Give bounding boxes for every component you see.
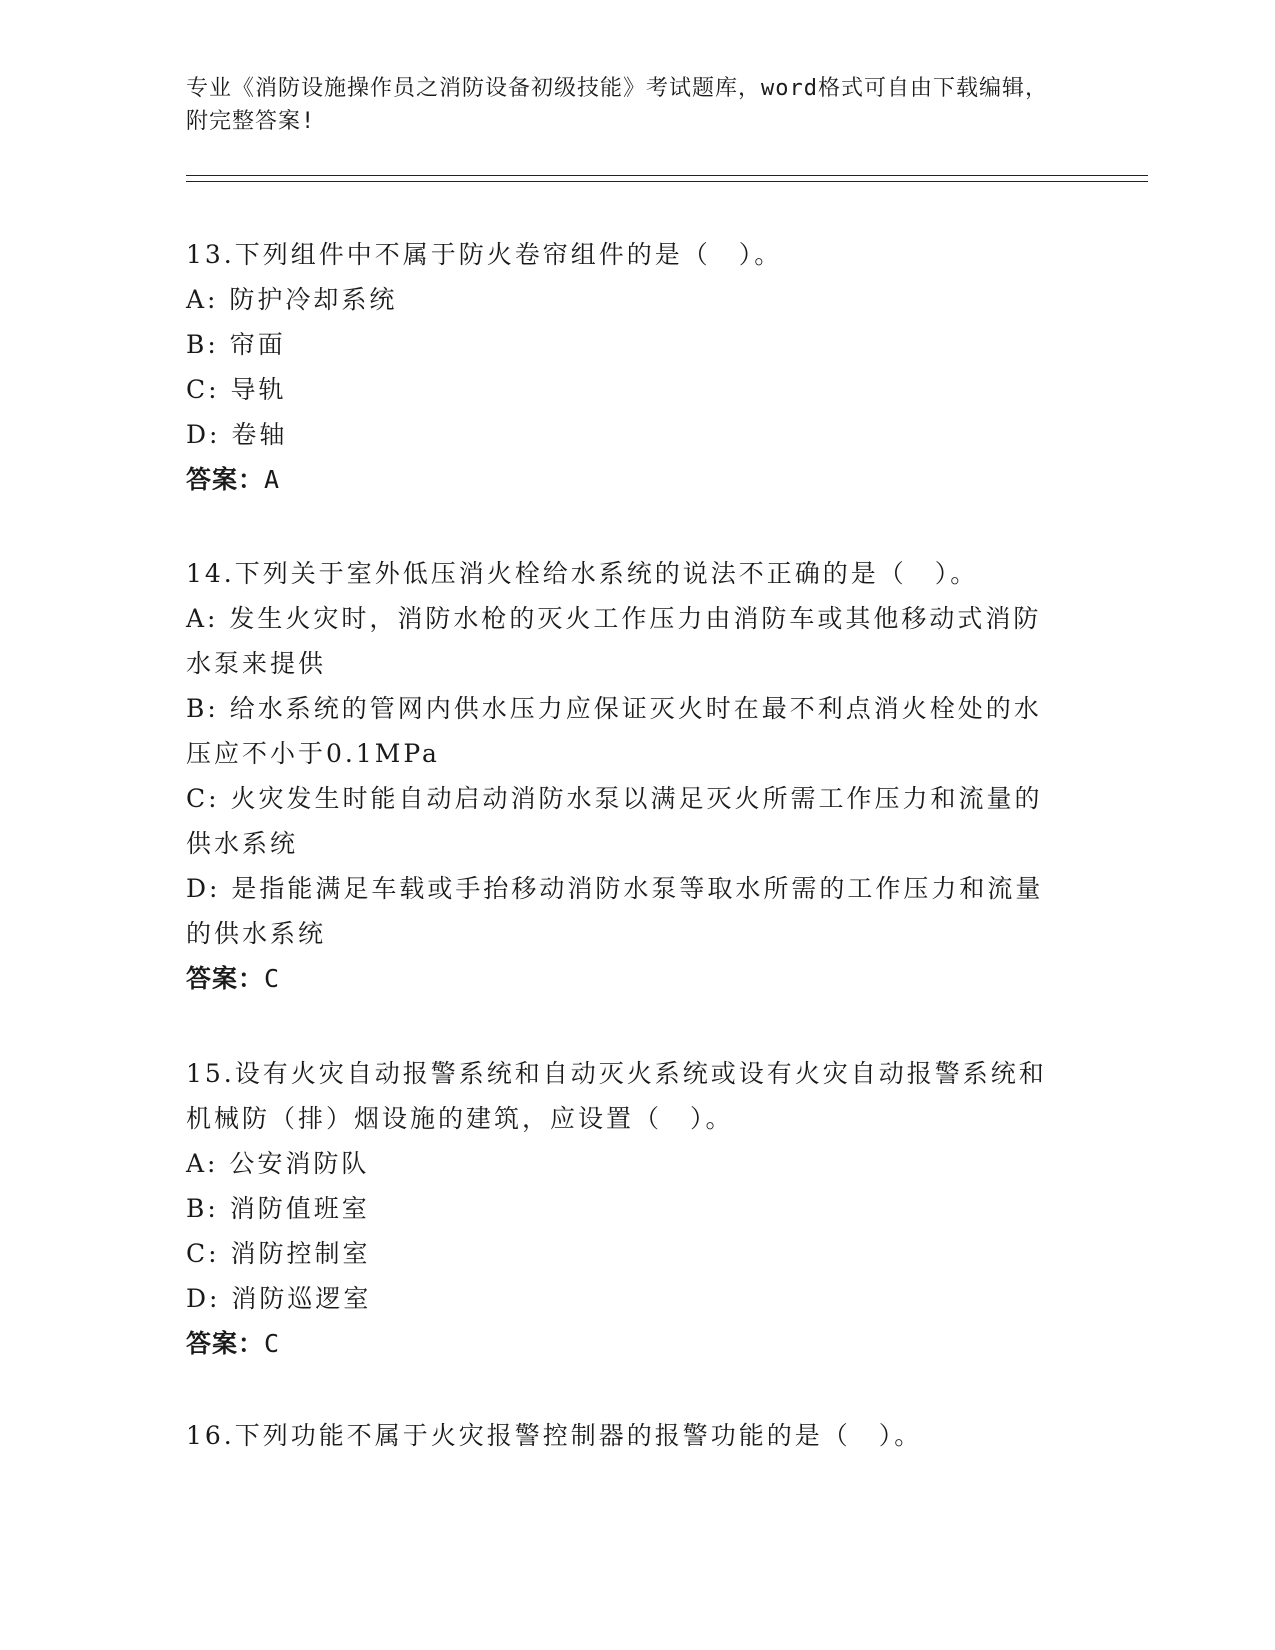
question-13: [186, 232, 1066, 502]
header-divider-top: [186, 175, 1148, 176]
question-stem: 14.下列关于室外低压消火栓给水系统的说法不正确的是（ ）。: [186, 559, 979, 588]
option-d: D: 是指能满足车载或手抬移动消防水泵等取水所需的工作压力和流量的供水系统: [186, 874, 1044, 948]
answer-label: 答案：: [186, 465, 265, 494]
answer-label: 答案：: [186, 964, 265, 993]
question-14: [186, 551, 1066, 1001]
answer-value: C: [264, 964, 281, 993]
answer-label: 答案：: [186, 1329, 265, 1358]
option-a: A: 发生火灾时，消防水枪的灭火工作压力由消防车或其他移动式消防水泵来提供: [186, 604, 1042, 678]
option-b: B: 给水系统的管网内供水压力应保证灭火时在最不利点消火栓处的水压应不小于0.1MPa: [186, 694, 1042, 768]
option-d: D: 消防巡逻室: [186, 1284, 372, 1313]
question-stem: 16.下列功能不属于火灾报警控制器的报警功能的是（ ）。: [186, 1421, 923, 1450]
option-d: D: 卷轴: [186, 420, 288, 449]
option-a: A: 防护冷却系统: [186, 285, 398, 314]
header-divider-bottom: [186, 181, 1148, 182]
question-stem: 13.下列组件中不属于防火卷帘组件的是（ ）。: [186, 240, 783, 269]
answer-line: [186, 956, 1066, 1001]
question-15: [186, 1051, 1066, 1366]
option-b: B: 消防值班室: [186, 1194, 370, 1223]
option-c: C: 导轨: [186, 375, 287, 404]
answer-line: [186, 457, 1066, 502]
question-stem: 15.设有火灾自动报警系统和自动灭火系统或设有火灾自动报警系统和机械防（排）烟设施的建筑，应设置（ ）。: [186, 1059, 1047, 1133]
question-16: [186, 1413, 1066, 1458]
option-c: C: 消防控制室: [186, 1239, 371, 1268]
answer-value: A: [264, 465, 281, 494]
option-c: C: 火灾发生时能自动启动消防水泵以满足灭火所需工作压力和流量的供水系统: [186, 784, 1043, 858]
option-b: B: 帘面: [186, 330, 286, 359]
answer-line: [186, 1321, 1066, 1366]
answer-value: C: [264, 1329, 281, 1358]
document-intro: 专业《消防设施操作员之消防设备初级技能》考试题库，word格式可自由下载编辑，附完整答案!: [186, 76, 1048, 134]
option-a: A: 公安消防队: [186, 1149, 370, 1178]
